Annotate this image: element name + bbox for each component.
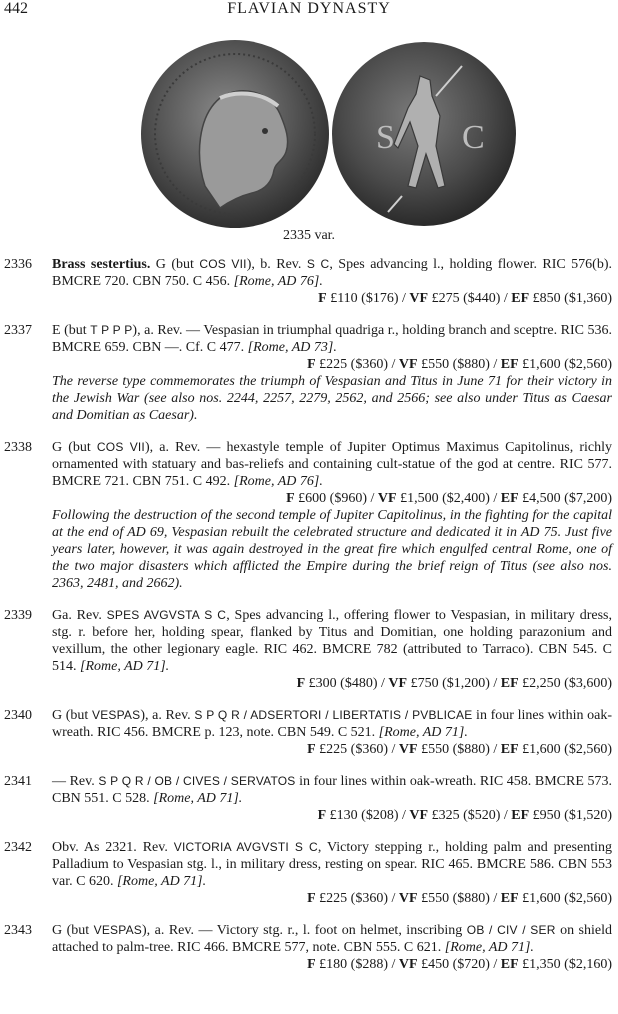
entry-number: 2339 bbox=[4, 608, 32, 623]
entry-prices: F £225 ($360) / VF £550 ($880) / EF £1,600 ($2,560) bbox=[307, 357, 612, 372]
grade-price: £225 ($360) bbox=[315, 357, 388, 372]
grade-label: VF bbox=[409, 291, 429, 306]
entry-description: Ga. Rev. SPES AVGVSTA S C, Spes advancing l., offering flower to Vespasian, in military dress, stg. r. before her, holding spear, flanked by Titus and Domitian, one holding parazonium and vexillum, the other legionary eagle. RIC 462. BMCRE 782 (attributed to Tarraco). CBN 545. C 514. [Rome, AD 71]. bbox=[52, 608, 613, 674]
grade-label: VF bbox=[388, 676, 408, 691]
grade-label: VF bbox=[409, 808, 429, 823]
entry-number: 2336 bbox=[4, 257, 32, 272]
grade-price: £1,600 ($2,560) bbox=[518, 742, 612, 757]
entry-description: G (but VESPAS), a. Rev. — Victory stg. r., l. foot on helmet, inscribing OB / CIV / SER on shield attached to palm-tree. RIC 466. BMCRE 577, note. CBN 555. C 621. [Rome, AD 71]. bbox=[52, 923, 612, 955]
grade-price: £1,600 ($2,560) bbox=[518, 357, 612, 372]
entry-number: 2342 bbox=[4, 840, 32, 855]
grade-label: F bbox=[307, 957, 316, 972]
entry-note: Following the destruction of the second temple of Jupiter Capitolinus, in the fighting for the capital at the end of AD 69, Vespasian rebuilt the celebrated structure and dedicated it in AD 75. Just five years later, however, it was again destroyed in the great fire which engulfed central Rome, one of the two major disasters which afflicted the Empire during the brief reign of Titus (see also nos. 2363, 2481, and 2662). bbox=[52, 508, 612, 591]
catalogue-entry bbox=[0, 839, 618, 907]
entry-prices: F £600 ($960) / VF £1,500 ($2,400) / EF £4,500 ($7,200) bbox=[286, 491, 612, 506]
reverse-letter-s: S bbox=[376, 119, 395, 156]
coin-obverse bbox=[141, 40, 329, 228]
grade-price: £225 ($360) bbox=[315, 742, 388, 757]
grade-price: £600 ($960) bbox=[294, 491, 367, 506]
entry-number: 2340 bbox=[4, 708, 32, 723]
reverse-letter-c: C bbox=[462, 119, 485, 156]
coin-reverse bbox=[332, 42, 516, 226]
grade-price: £550 ($880) bbox=[417, 742, 490, 757]
grade-label: EF bbox=[511, 291, 530, 306]
grade-label: F bbox=[307, 357, 316, 372]
grade-label: EF bbox=[511, 808, 530, 823]
entry-description: G (but VESPAS), a. Rev. S P Q R / ADSERTORI / LIBERTATIS / PVBLICAE in four lines within oak-wreath. RIC 456. BMCRE p. 123, note. CBN 549. C 521. [Rome, AD 71]. bbox=[52, 708, 612, 740]
grade-price: £4,500 ($7,200) bbox=[518, 491, 612, 506]
entry-prices: F £225 ($360) / VF £550 ($880) / EF £1,600 ($2,560) bbox=[307, 742, 612, 757]
page-number: 442 bbox=[4, 0, 28, 17]
entry-description: — Rev. S P Q R / OB / CIVES / SERVATOS in four lines within oak-wreath. RIC 458. BMCRE 573. CBN 551. C 528. [Rome, AD 71]. bbox=[52, 774, 612, 806]
coin-illustration bbox=[140, 36, 520, 232]
entry-description: Obv. As 2321. Rev. VICTORIA AVGVSTI S C, Victory stepping r., holding palm and presenting Palladium to Vespasian stg. l., in military dress, resting on spear. RIC 465. BMCRE 586. CBN 553 var. C 620. [Rome, AD 71]. bbox=[52, 840, 612, 889]
entry-description: Brass sestertius. G (but COS VII), b. Rev. S C, Spes advancing l., holding flower. RIC 576(b). BMCRE 720. CBN 750. C 456. [Rome, AD 76]. bbox=[52, 257, 612, 289]
catalogue-entry bbox=[0, 922, 618, 973]
grade-price: £275 ($440) bbox=[428, 291, 501, 306]
grade-price: £750 ($1,200) bbox=[407, 676, 490, 691]
entry-description: G (but COS VII), a. Rev. — hexastyle temple of Jupiter Optimus Maximus Capitolinus, richly ornamented with statuary and bas-reliefs and containing cult-statue of the god at centre. RIC 577. BMCRE 721. CBN 751. C 492. [Rome, AD 76]. bbox=[52, 440, 612, 489]
grade-label: VF bbox=[398, 891, 418, 906]
running-head: FLAVIAN DYNASTY bbox=[227, 0, 391, 17]
grade-label: F bbox=[317, 808, 327, 823]
grade-label: EF bbox=[500, 357, 519, 372]
grade-label: EF bbox=[500, 676, 519, 691]
grade-price: £2,250 ($3,600) bbox=[518, 676, 612, 691]
entry-note: The reverse type commemorates the triumph of Vespasian and Titus in June 71 for their victory in the Jewish War (see also nos. 2244, 2257, 2279, 2562, and 2566; see also under Titus as Caesar and Domitian as Caesar). bbox=[52, 374, 612, 423]
grade-label: F bbox=[296, 676, 306, 691]
grade-label: EF bbox=[500, 957, 519, 972]
grade-price: £110 ($176) bbox=[326, 291, 399, 306]
grade-price: £550 ($880) bbox=[417, 891, 490, 906]
page-header bbox=[0, 0, 618, 20]
grade-price: £550 ($880) bbox=[417, 357, 490, 372]
entry-description: E (but T P P P), a. Rev. — Vespasian in triumphal quadriga r., holding branch and sceptre. RIC 536. BMCRE 659. CBN —. Cf. C 477. [Rome, AD 73]. bbox=[52, 323, 612, 355]
entry-prices: F £110 ($176) / VF £275 ($440) / EF £850 ($1,360) bbox=[318, 291, 612, 306]
catalogue-entry bbox=[0, 439, 618, 592]
grade-price: £1,600 ($2,560) bbox=[518, 891, 612, 906]
grade-price: £225 ($360) bbox=[315, 891, 388, 906]
grade-price: £1,500 ($2,400) bbox=[396, 491, 490, 506]
grade-price: £850 ($1,360) bbox=[529, 291, 612, 306]
grade-label: EF bbox=[500, 491, 519, 506]
grade-price: £300 ($480) bbox=[305, 676, 378, 691]
grade-label: EF bbox=[500, 742, 519, 757]
grade-label: F bbox=[286, 491, 295, 506]
grade-label: VF bbox=[398, 742, 418, 757]
grade-price: £450 ($720) bbox=[417, 957, 490, 972]
catalogue-entry bbox=[0, 322, 618, 424]
grade-price: £1,350 ($2,160) bbox=[518, 957, 612, 972]
catalogue-entry bbox=[0, 607, 618, 692]
entry-prices: F £300 ($480) / VF £750 ($1,200) / EF £2,250 ($3,600) bbox=[296, 676, 612, 691]
catalogue-entry bbox=[0, 707, 618, 758]
grade-label: F bbox=[307, 891, 316, 906]
grade-price: £950 ($1,520) bbox=[529, 808, 612, 823]
grade-price: £180 ($288) bbox=[315, 957, 388, 972]
catalogue-entry bbox=[0, 256, 618, 307]
grade-price: £130 ($208) bbox=[326, 808, 399, 823]
catalogue-entry bbox=[0, 773, 618, 824]
entry-prices: F £130 ($208) / VF £325 ($520) / EF £950 ($1,520) bbox=[317, 808, 612, 823]
grade-label: F bbox=[307, 742, 316, 757]
figure-caption: 2335 var. bbox=[282, 228, 336, 243]
entry-prices: F £180 ($288) / VF £450 ($720) / EF £1,350 ($2,160) bbox=[307, 957, 612, 972]
entry-prices: F £225 ($360) / VF £550 ($880) / EF £1,600 ($2,560) bbox=[307, 891, 612, 906]
entry-number: 2338 bbox=[4, 440, 32, 455]
grade-label: F bbox=[318, 291, 327, 306]
grade-label: VF bbox=[377, 491, 397, 506]
grade-price: £325 ($520) bbox=[428, 808, 501, 823]
entry-number: 2343 bbox=[4, 923, 32, 938]
grade-label: VF bbox=[398, 957, 418, 972]
entry-number: 2337 bbox=[4, 323, 32, 338]
catalogue-entries bbox=[0, 256, 618, 973]
entry-number: 2341 bbox=[4, 774, 32, 789]
grade-label: VF bbox=[398, 357, 418, 372]
grade-label: EF bbox=[500, 891, 519, 906]
